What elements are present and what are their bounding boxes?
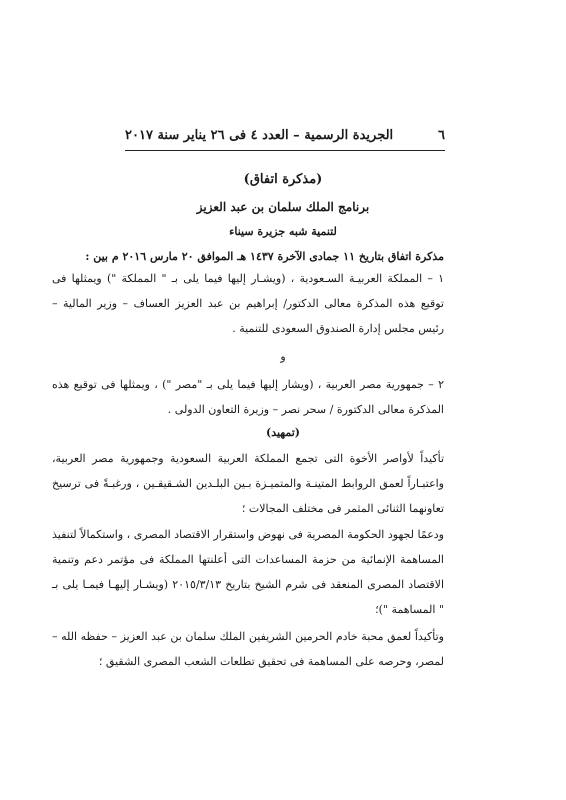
document-title: (مذكرة اتفاق): [243, 172, 323, 187]
header-divider: [125, 150, 445, 151]
preamble-paragraph-2: ودعمًا لجهود الحكومة المصرية فى نهوض واستقرار الاقتصاد المصرى ، واستكمالاً لتنفيذ المساهمة الإنمائية من حزمة المساعدات التى أعلنتها المملكة فى مؤتمر دعم وتنمية الاقتصاد المصرى المنعقد فى شرم الشيخ بتاريخ ٢٠١٥/٣/١٣ (ويشـار إليهـا فيمـا يلى بـ " المساهمة ")؛: [52, 528, 444, 616]
preamble-paragraph-3: وتأكيداً لعمق محبة خادم الحرمين الشريفين الملك سلمان بن عبد العزيز – حفظه الله – لمصر، وحرصه على المساهمة فى تحقيق تطلعات الشعب المصرى الشقيق ؛: [52, 630, 444, 668]
preamble-paragraph-1: تأكيداً لأواصر الأخوة التى تجمع المملكة العربية السعودية وجمهورية مصر العربية، واعتبـاراً لعمق الروابط المتينـة والمتميـزة بـين البلـدين الشـقيقـين ، ورغبـةً فى ترسيخ تعاونهما الثنائى المثمر فى مختلف المجالات ؛: [52, 452, 444, 515]
gazette-title: الجريدة الرسمية – العدد ٤ فى ٢٦ يناير سنة ٢٠١٧: [125, 128, 394, 143]
party-one-paragraph: ١ – المملكة العربيـة السـعودية ، (ويشـار إليها فيما يلى بـ " المملكة ") ويمثلها فى توقيع هذه المذكرة معالى الدكتور/ إبراهيم بن عبد العزيز العساف – وزير المالية – رئيس مجلس إدارة الصندوق السعودى للتنمية .: [52, 272, 444, 335]
agreement-date-line: مذكرة اتفاق بتاريخ ١١ جمادى الآخرة ١٤٣٧ هـ الموافق ٢٠ مارس ٢٠١٦ م بين :: [85, 250, 444, 263]
party-two-paragraph: ٢ – جمهورية مصر العربية ، (ويشار إليها فيما يلى بـ "مصر ") ، ويمثلها فى توقيع هذه المذكرة معالى الدكتورة / سحر نصر – وزيرة التعاون الدولى .: [52, 378, 444, 416]
preamble-heading: (تمهيد): [266, 426, 300, 439]
program-name: برنامج الملك سلمان بن عبد العزيز: [196, 200, 370, 214]
conjunction: و: [280, 350, 286, 363]
page-header: [125, 128, 445, 143]
program-subtitle: لتنمية شبه جزيرة سيناء: [229, 225, 337, 238]
page-number: ٦: [438, 128, 445, 143]
